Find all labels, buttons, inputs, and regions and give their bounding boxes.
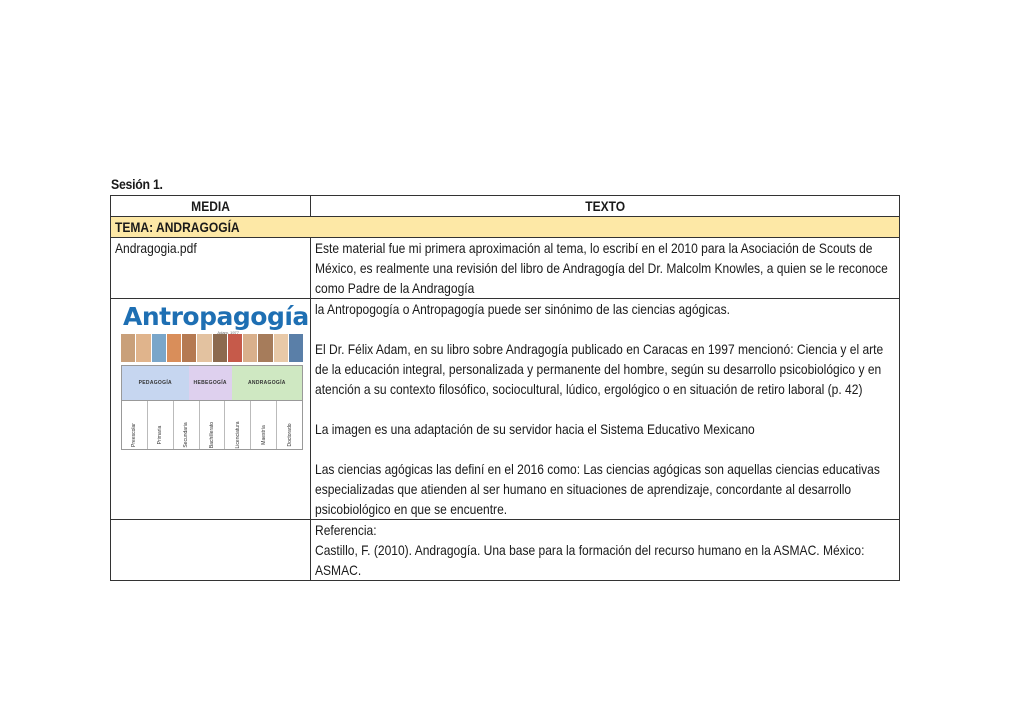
- level-column: Maestría: [251, 401, 277, 449]
- header-media: MEDIA: [111, 196, 311, 217]
- reference-citation: Castillo, F. (2010). Andragogía. Una base para la formación del recurso humano en la ASMAC. México: ASMAC.: [315, 542, 865, 578]
- theme-row: [111, 217, 900, 238]
- photo-tile: [289, 334, 303, 362]
- session-title: Sesión 1.: [111, 176, 163, 192]
- paragraph: Este material fue mi primera aproximación al tema, lo escribí en el 2010 para la Asociación de Scouts de México, es realmente una revisión del libro de Andragogía del Dr. Malcolm Knowles, a quien se le reconoce como Padre de la Andragogía: [315, 240, 888, 296]
- group-hebegogia: HEBEGOGÍA: [189, 366, 232, 400]
- paragraph: la Antropogogía o Antropagogía puede ser sinónimo de las ciencias agógicas.: [315, 301, 731, 317]
- photo-tile: [136, 334, 150, 362]
- media-cell: [111, 238, 311, 299]
- level-column: Licenciatura: [225, 401, 251, 449]
- level-column: Primaria: [148, 401, 174, 449]
- media-cell: [111, 520, 311, 581]
- paragraph: El Dr. Félix Adam, en su libro sobre Andragogía publicado en Caracas en 1997 mencionó: Ciencia y el arte de la educación integral, personalizada y permanente del hombre, según su desarrollo psicobiológico y en atención a su contexto filosófico, sociocultural, lúdico, ergológico o en situación de retiro laboral (p. 42): [315, 341, 884, 397]
- photo-tile: [258, 334, 272, 362]
- photo-tile: [213, 334, 227, 362]
- antropagogia-image[interactable]: [121, 302, 309, 454]
- media-cell: [111, 299, 311, 520]
- session-table: [110, 195, 900, 581]
- level-column: Bachillerato: [200, 401, 226, 449]
- header-texto: TEXTO: [311, 196, 900, 217]
- theme-cell: [111, 217, 900, 238]
- table-row: [111, 299, 900, 520]
- theme-label: TEMA: ANDRAGOGÍA: [115, 219, 240, 235]
- group-pedagogia: PEDAGOGÍA: [122, 366, 189, 400]
- photo-tile: [274, 334, 288, 362]
- media-link-pdf[interactable]: Andragogia.pdf: [115, 240, 197, 256]
- level-column: Preescolar: [122, 401, 148, 449]
- group-andragogia: ANDRAGOGÍA: [232, 366, 302, 400]
- reference-label: Referencia:: [315, 522, 377, 538]
- text-cell: [311, 520, 900, 581]
- level-column: Secundaria: [174, 401, 200, 449]
- photo-tile: [243, 334, 257, 362]
- text-cell: [311, 299, 900, 520]
- photo-tile: [182, 334, 196, 362]
- paragraph: La imagen es una adaptación de su servidor hacia el Sistema Educativo Mexicano: [315, 421, 755, 437]
- photo-tile: [197, 334, 211, 362]
- image-subtitle: Adam, 1977: [217, 330, 239, 335]
- photo-tile: [152, 334, 166, 362]
- image-title: Antropagogía: [123, 302, 309, 331]
- table-row: [111, 238, 900, 299]
- table-row: [111, 520, 900, 581]
- photo-strip: [121, 334, 303, 362]
- photo-tile: [167, 334, 181, 362]
- level-column: Doctorado: [286, 423, 293, 447]
- photo-tile: [228, 334, 242, 362]
- group-bands: [121, 365, 303, 401]
- level-columns: [121, 401, 303, 450]
- photo-tile: [121, 334, 135, 362]
- paragraph: Las ciencias agógicas las definí en el 2016 como: Las ciencias agógicas son aquellas ciencias educativas especializadas que atienden al ser humano en situaciones de aprendizaje, concordante al desarrollo psicobiológico en que se encuentre.: [315, 461, 880, 517]
- text-cell: [311, 238, 900, 299]
- header-row: [111, 196, 900, 217]
